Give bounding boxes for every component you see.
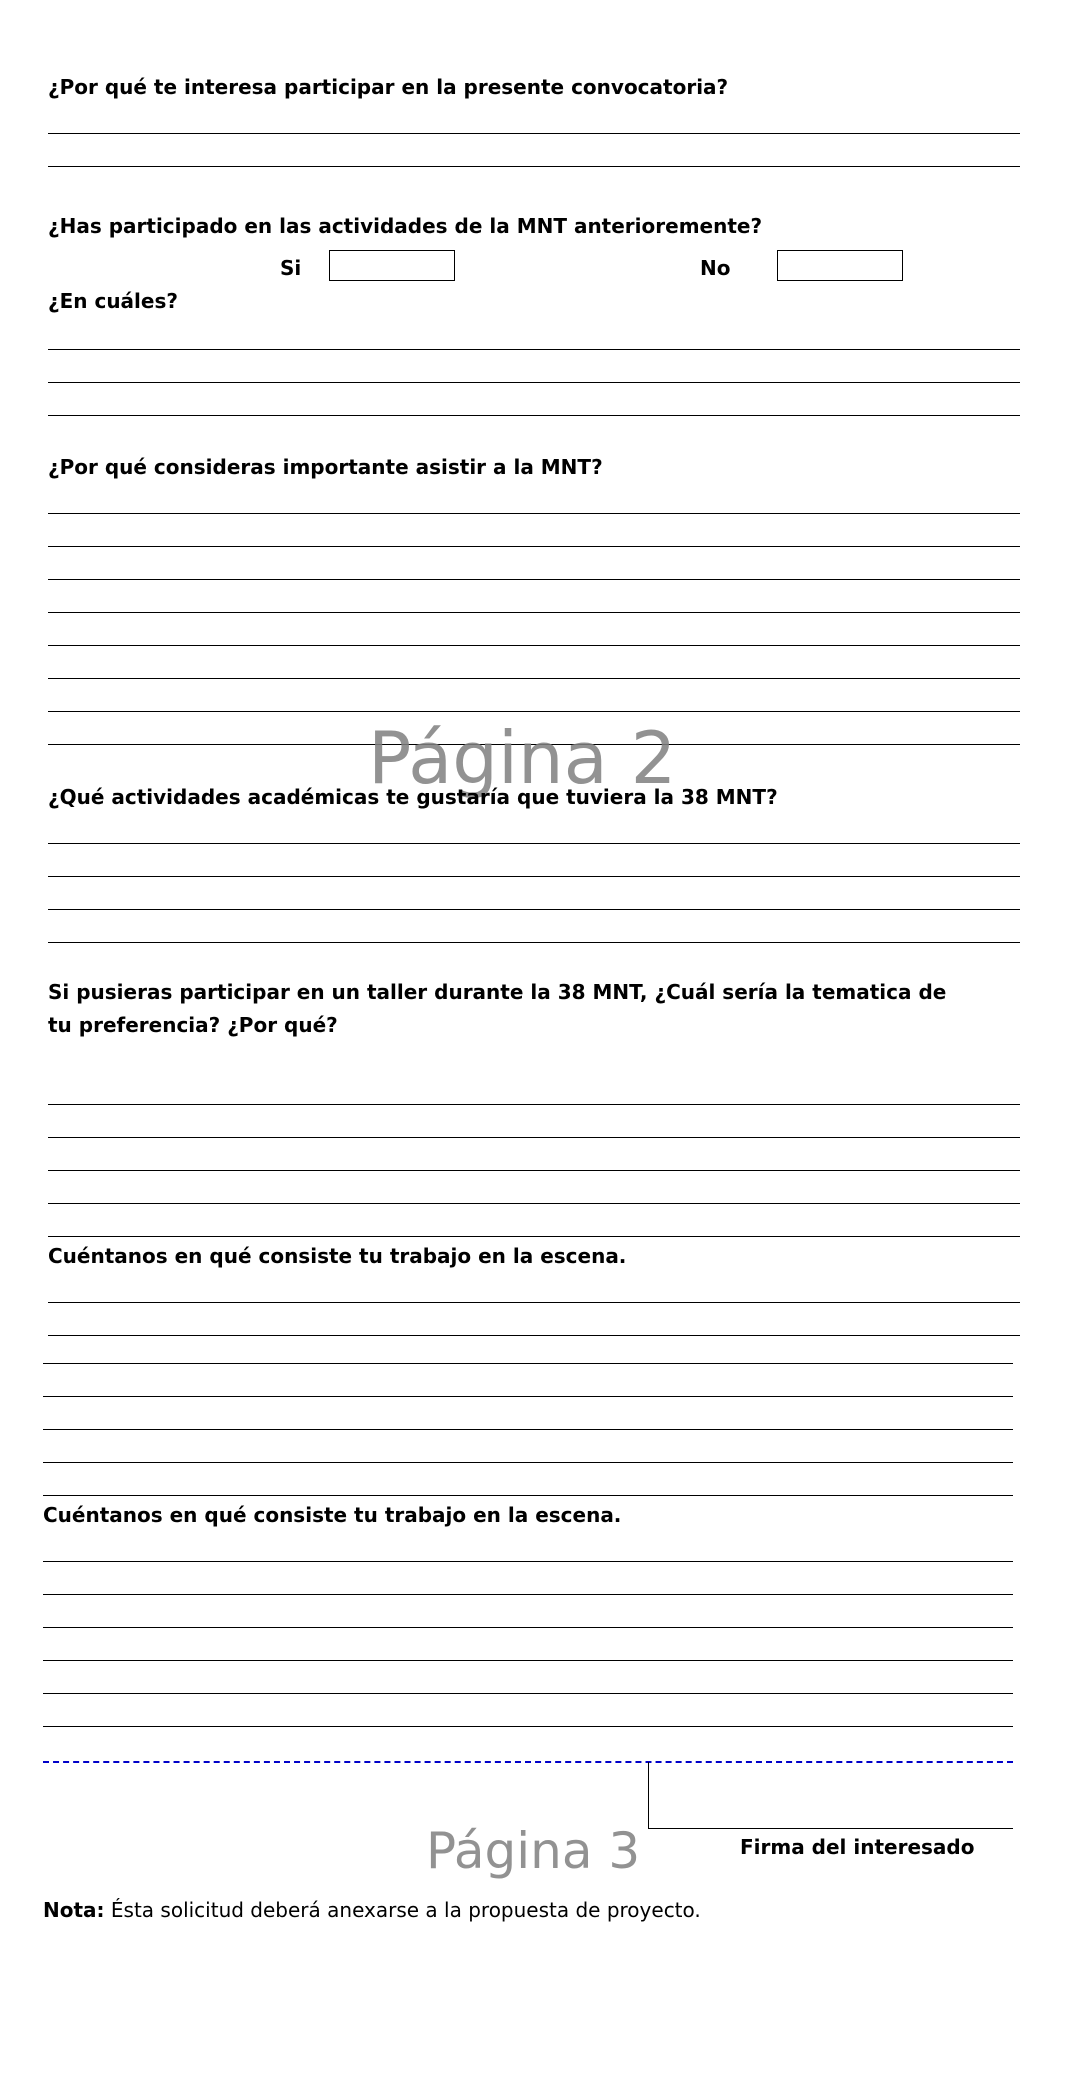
answer-line[interactable] bbox=[48, 349, 1020, 350]
answer-line[interactable] bbox=[43, 1693, 1013, 1694]
dashed-separator bbox=[43, 1761, 1013, 1763]
answer-line[interactable] bbox=[48, 843, 1020, 844]
answer-line[interactable] bbox=[43, 1561, 1013, 1562]
answer-line[interactable] bbox=[48, 546, 1020, 547]
answer-line[interactable] bbox=[48, 942, 1020, 943]
signature-line[interactable] bbox=[648, 1828, 1013, 1829]
answer-line[interactable] bbox=[48, 678, 1020, 679]
answer-line[interactable] bbox=[43, 1726, 1013, 1727]
answer-line[interactable] bbox=[48, 909, 1020, 910]
answer-line[interactable] bbox=[48, 513, 1020, 514]
question-interest: ¿Por qué te interesa participar en la presente convocatoria? bbox=[48, 75, 729, 99]
answer-line[interactable] bbox=[48, 415, 1020, 416]
signature-box-edge bbox=[648, 1762, 649, 1829]
signature-label: Firma del interesado bbox=[740, 1835, 975, 1859]
answer-line[interactable] bbox=[48, 133, 1020, 134]
answer-line[interactable] bbox=[48, 711, 1020, 712]
answer-line[interactable] bbox=[43, 1429, 1013, 1430]
answer-line[interactable] bbox=[48, 876, 1020, 877]
answer-line[interactable] bbox=[48, 1203, 1020, 1204]
note bbox=[43, 1898, 701, 1922]
answer-line[interactable] bbox=[48, 1236, 1020, 1237]
yes-checkbox[interactable] bbox=[329, 250, 455, 281]
answer-line[interactable] bbox=[43, 1594, 1013, 1595]
answer-line[interactable] bbox=[43, 1462, 1013, 1463]
note-label: Nota: bbox=[43, 1898, 105, 1922]
question-workshop-topic: Si pusieras participar en un taller durante la 38 MNT, ¿Cuál sería la tematica de tu preferencia? ¿Por qué? bbox=[48, 980, 947, 1037]
answer-line[interactable] bbox=[48, 1137, 1020, 1138]
page-2-watermark: Página 2 bbox=[368, 716, 677, 800]
answer-line[interactable] bbox=[43, 1660, 1013, 1661]
answer-line[interactable] bbox=[48, 1302, 1020, 1303]
answer-line[interactable] bbox=[43, 1363, 1013, 1364]
no-label: No bbox=[700, 256, 731, 280]
answer-line[interactable] bbox=[43, 1396, 1013, 1397]
note-text: Ésta solicitud deberá anexarse a la propuesta de proyecto. bbox=[104, 1898, 701, 1922]
question-participated-before: ¿Has participado en las actividades de la MNT anterioremente? bbox=[48, 214, 763, 238]
answer-line[interactable] bbox=[48, 579, 1020, 580]
answer-line[interactable] bbox=[48, 382, 1020, 383]
answer-line[interactable] bbox=[48, 1170, 1020, 1171]
answer-line[interactable] bbox=[43, 1627, 1013, 1628]
page-3-watermark: Página 3 bbox=[426, 1822, 641, 1880]
answer-line[interactable] bbox=[48, 1335, 1020, 1336]
answer-line[interactable] bbox=[48, 166, 1020, 167]
answer-line[interactable] bbox=[48, 612, 1020, 613]
yes-label: Si bbox=[280, 256, 302, 280]
question-which-ones: ¿En cuáles? bbox=[48, 289, 178, 313]
question-scene-work: Cuéntanos en qué consiste tu trabajo en la escena. bbox=[48, 1244, 627, 1268]
question-academic-activities: ¿Qué actividades académicas te gustaría que tuviera la 38 MNT? bbox=[48, 785, 778, 809]
no-checkbox[interactable] bbox=[777, 250, 903, 281]
question-scene-work-repeat: Cuéntanos en qué consiste tu trabajo en la escena. bbox=[43, 1503, 622, 1527]
answer-line[interactable] bbox=[43, 1495, 1013, 1496]
answer-line[interactable] bbox=[48, 1104, 1020, 1105]
answer-line[interactable] bbox=[48, 645, 1020, 646]
question-why-important: ¿Por qué consideras importante asistir a la MNT? bbox=[48, 455, 603, 479]
